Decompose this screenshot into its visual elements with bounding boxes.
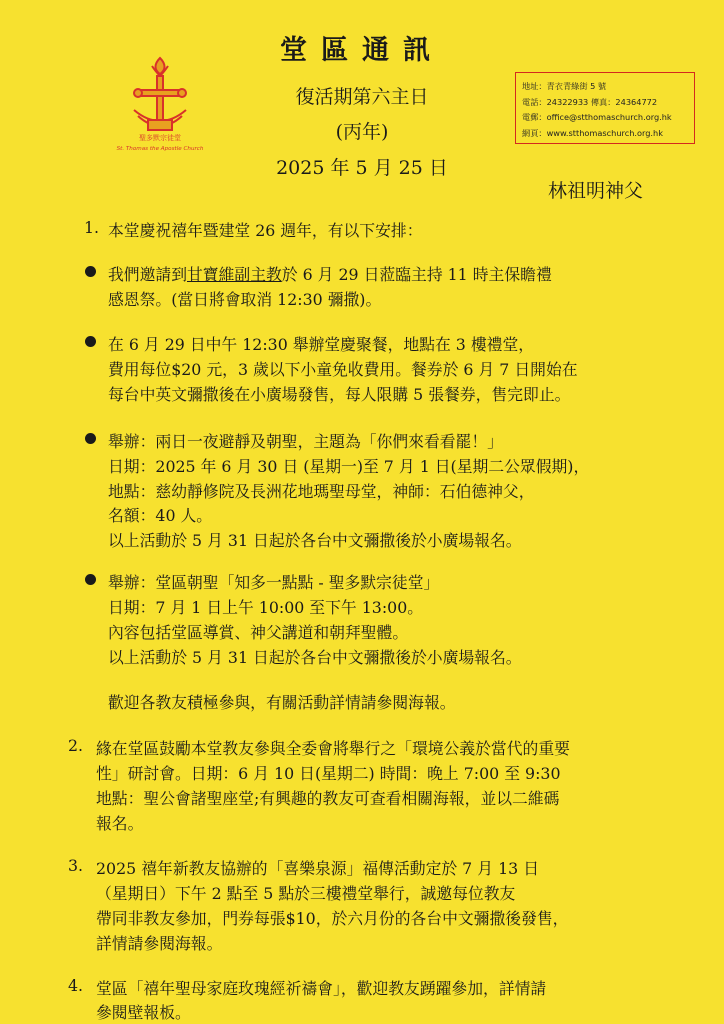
item-2-line-3: 地點：聖公會諸聖座堂;有興趣的教友可查看相關海報，並以二維碼 — [96, 789, 560, 808]
bullet-3-line-5: 以上活動於 5 月 31 日起於各台中文彌撒後於小廣場報名。 — [108, 531, 522, 550]
item-2-line-4: 報名。 — [96, 814, 144, 833]
logo-name-zh: 聖多默宗徒堂 — [139, 134, 181, 142]
issue-date: 2025 年 5 月 25 日 — [276, 157, 448, 179]
bullet-3-line-4: 名額：40 人。 — [108, 506, 213, 525]
bullet-1-text: 我們邀請到 — [108, 265, 187, 284]
bullet-1-line-2: 感恩祭。(當日將會取消 12:30 彌撒)。 — [108, 290, 382, 309]
item-2-line-2: 性」研討會。日期：6 月 10 日(星期二) 時間：晚上 7:00 至 9:30 — [96, 764, 561, 783]
item-3-line-4: 詳情請參閱海報。 — [96, 934, 223, 953]
item-3-number: 3. — [68, 856, 84, 875]
bullet-4-line-4: 以上活動於 5 月 31 日起於各台中文彌撒後於小廣場報名。 — [108, 648, 522, 667]
bullet-3-line-1: 舉辦：兩日一夜避靜及朝聖，主題為「你們來看看罷！」 — [108, 432, 503, 451]
liturgical-year: (丙年) — [335, 121, 389, 143]
bullet-icon — [85, 433, 96, 444]
item-4-line-1: 堂區「禧年聖母家庭玫瑰經祈禱會」，歡迎教友踴躍參加，詳情請 — [96, 979, 547, 998]
bullet-3-line-3: 地點：慈幼靜修院及長洲花地瑪聖母堂，神師：石伯德神父， — [108, 482, 535, 501]
item-4-line-2: 參閱壁報板。 — [96, 1003, 191, 1022]
logo-name-en: St. Thomas the Apostle Church — [116, 146, 204, 152]
newsletter-title: 堂區通訊 — [280, 35, 444, 66]
bullet-4-line-3: 內容包括堂區導賞、神父講道和朝拜聖體。 — [108, 623, 409, 642]
item-1-heading: 本堂慶祝禧年暨建堂 26 週年，有以下安排： — [108, 221, 423, 240]
bullet-2-line-1: 在 6 月 29 日中午 12:30 舉辦堂慶聚餐，地點在 3 樓禮堂， — [108, 335, 535, 354]
item-2-line-1: 緣在堂區鼓勵本堂教友參與全委會將舉行之「環境公義於當代的重要 — [96, 739, 570, 758]
bullet-4-line-2: 日期：7 月 1 日上午 10:00 至下午 13:00。 — [108, 598, 424, 617]
bishop-name: 甘寶維副主教 — [187, 265, 282, 284]
item-3-line-3: 帶同非教友參加，門券每張$10，於六月份的各台中文彌撒後發售， — [96, 909, 569, 928]
contact-website[interactable]: 網頁：www.stthomaschurch.org.hk — [522, 127, 663, 138]
item-3-line-1: 2025 禧年新教友協辦的「喜樂泉源」福傳活動定於 7 月 13 日 — [96, 859, 539, 878]
item-1-closing: 歡迎各教友積極參與，有關活動詳情請參閱海報。 — [108, 693, 456, 712]
bullet-4-line-1: 舉辦：堂區朝聖「知多一點點 - 聖多默宗徒堂」 — [108, 573, 440, 592]
priest-name: 林祖明神父 — [548, 180, 644, 202]
bullet-1-line-1 — [108, 262, 552, 285]
liturgical-occasion: 復活期第六主日 — [295, 86, 429, 108]
bullet-icon — [85, 574, 96, 585]
item-1-number: 1. — [84, 218, 100, 237]
contact-email[interactable]: 電郵：office@stthomaschurch.org.hk — [522, 112, 672, 122]
contact-phone: 電話：24322933 傳真：24364772 — [522, 96, 658, 107]
bullet-icon — [85, 266, 96, 277]
bullet-2-line-3: 每台中英文彌撒後在小廣場發售，每人限購 5 張餐券，售完即止。 — [108, 385, 571, 404]
bullet-2-line-2: 費用每位$20 元，3 歲以下小童免收費用。餐券於 6 月 7 日開始在 — [108, 360, 578, 379]
contact-address: 地址：青衣青綠街 5 號 — [522, 81, 607, 91]
item-4-number: 4. — [68, 976, 84, 995]
item-2-number: 2. — [68, 736, 84, 755]
item-3-line-2: （星期日）下午 2 點至 5 點於三樓禮堂舉行，誠邀每位教友 — [96, 884, 516, 903]
contact-box — [515, 72, 695, 144]
church-logo — [108, 50, 212, 154]
bullet-1-text-cont: 於 6 月 29 日蒞臨主持 11 時主保瞻禮 — [281, 265, 552, 284]
church-cross-emblem-icon — [108, 50, 212, 154]
bullet-3-line-2: 日期：2025 年 6 月 30 日 (星期一)至 7 月 1 日(星期二公眾假期)， — [108, 457, 590, 476]
bullet-icon — [85, 336, 96, 347]
